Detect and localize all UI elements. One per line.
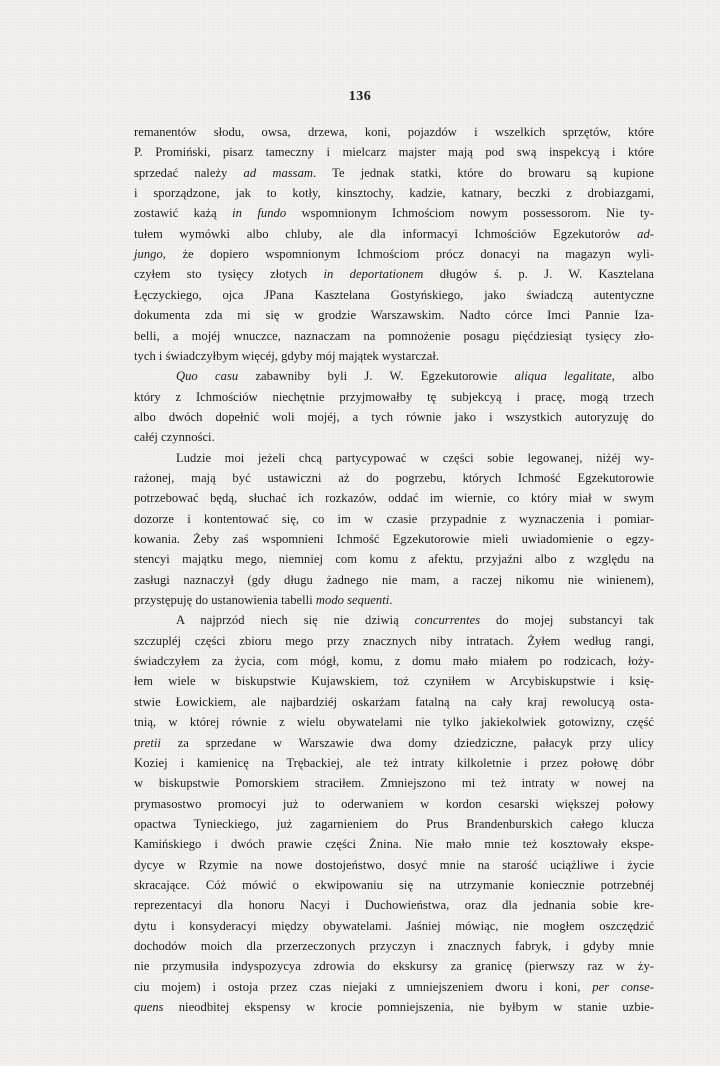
text-segment: szczupléj części zbioru mego przy znacznych niby intratach. Żyłem według rangi, [134, 633, 654, 648]
text-line [134, 960, 654, 973]
text-line [134, 594, 654, 607]
text-line [134, 391, 654, 404]
text-line [134, 268, 654, 281]
text-segment: nie przymusiła indyspozycya zdrowia do ekskursy za granicę (pierwszy raz w ży- [134, 959, 654, 974]
text-line [134, 431, 654, 444]
text-segment: za sprzedane w Warszawie dwa domy dziedziczne, pałacyk przy ulicy [160, 735, 654, 750]
italic-latin-phrase: Quo casu [176, 369, 239, 384]
italic-latin-phrase: in deportationem [323, 267, 424, 282]
text-segment: skracające. Cóż mówić o ekwipowaniu się na utrzymanie koniecznie potrzebnéj [134, 877, 654, 892]
text-line [134, 696, 654, 709]
text-segment: potrzebować będą, słuchać ich rozkazów, oddać im wiernie, co który miał w swym [134, 491, 654, 506]
italic-latin-phrase: pretii [134, 735, 161, 750]
text-line [176, 614, 654, 627]
text-line [134, 187, 654, 200]
text-segment: rażonej, mają być ustawiczni aż do pogrzebu, których Ichmość Egzekutorowie [134, 470, 654, 485]
text-line [134, 757, 654, 770]
text-line [134, 126, 654, 139]
text-segment: zasługi naznaczył (gdy długu żadnego nie mam, a raczej nikomu nie winienem), [134, 572, 654, 587]
text-segment: tnią, w której równie z wielu obywatelami nie tylko jakiekolwiek gotowizny, część [134, 715, 654, 730]
text-segment: który z Ichmościów niechętnie przyjmowałby tę subjekcyą i pracę, mogą trzech [134, 389, 654, 404]
text-line [134, 879, 654, 892]
text-segment: opactwa Tynieckiego, już zagarnieniem do Prus Brandenburskich całego klucza [134, 816, 654, 831]
text-line [134, 228, 654, 241]
text-line [134, 675, 654, 688]
text-line [134, 981, 654, 994]
text-line [134, 574, 654, 587]
text-line [134, 309, 654, 322]
text-line [134, 920, 654, 933]
text-segment: i sporządzone, jak to kotły, kinsztochy, kadzie, katnary, beczki z drobiazgami, [134, 186, 654, 201]
text-segment: długów ś. p. J. W. Kasztelana [423, 267, 654, 282]
text-segment: . [389, 593, 393, 608]
text-segment: albo dwóch dopełnić woli mojéj, a tych równie jako i wszystkich autoryzuję do [134, 409, 654, 424]
text-segment: Kamińskiego i dwóch prawie części Żnina. Nie mało mnie też kosztowały ekspe- [134, 837, 654, 852]
text-segment: zostawić każą [134, 206, 233, 221]
text-line [134, 411, 654, 424]
text-segment: Koziej i kamienicę na Trębackiej, ale też intraty kilkoletnie i przez połowę dóbr [134, 755, 654, 770]
italic-latin-phrase: ad massam [243, 165, 314, 180]
italic-latin-phrase: aliqua legalitate [514, 369, 612, 384]
text-line [134, 1001, 654, 1014]
text-segment: Łęczyckiego, ojca JPana Kasztelana Gostyńskiego, jako świadczą autentyczne [134, 287, 654, 302]
text-segment: dozorze i kontentować się, co im w czasie przypadnie z wyznaczenia i pomiar- [134, 511, 654, 526]
text-line [134, 716, 654, 729]
text-segment: przystępuję do ustanowienia tabelli [134, 593, 316, 608]
text-line [134, 248, 654, 261]
italic-latin-phrase: modo sequenti [315, 593, 390, 608]
text-line [134, 737, 654, 750]
text-line [134, 533, 654, 546]
text-line [134, 513, 654, 526]
text-segment: dytu i konsyderacyi między obywatelami. Jaśniej mówiąc, nie mogłem oszczędzić [134, 918, 654, 933]
text-line [134, 553, 654, 566]
text-line [134, 635, 654, 648]
text-segment: , że dopiero wspomnionym Ichmościom prócz donacyi na magazyn wyli- [162, 247, 654, 262]
text-segment: kowania. Żeby zaś wspomnieni Ichmość Egzekutorowie mieli uwiadomienie o egzy- [134, 532, 654, 546]
text-segment: remanentów słodu, owsa, drzewa, koni, pojazdów i wszelkich sprzętów, które [134, 125, 654, 139]
text-segment: dycye w Rzymie na nowe dostojeństwo, dosyć mnie na starość uciążliwe i życie [134, 857, 654, 872]
text-line [134, 472, 654, 485]
text-segment: dochodów moich dla przerzeczonych przyczyn i znacznych fabryk, i gdyby mnie [134, 939, 654, 953]
italic-latin-phrase: quens [134, 1000, 164, 1015]
text-line [176, 370, 654, 383]
text-segment: prymasostwo promocyi już to oderwaniem w kordon cesarski większej połowy [134, 796, 654, 811]
text-line [134, 330, 654, 343]
text-line [134, 350, 654, 363]
text-line [134, 940, 654, 953]
text-segment: całéj czynności. [134, 430, 215, 445]
italic-latin-phrase: concurrentes [414, 613, 481, 628]
text-line [134, 777, 654, 790]
text-line [134, 655, 654, 668]
italic-latin-phrase: per conse- [592, 979, 654, 994]
text-segment: tych i świadczyłbym więcéj, gdyby mój majątek wystarczał. [134, 348, 440, 363]
text-segment: wspomnionym Ichmościom nowym possessorom. Nie ty- [286, 206, 654, 221]
text-segment: A najprzód niech się nie dziwią [176, 613, 415, 628]
text-segment: reprezentacyi dla honoru Nacyi i Duchowieństwa, oraz dla jednania sobie kre- [134, 898, 654, 913]
italic-latin-phrase: ad- [637, 226, 654, 241]
text-line [134, 798, 654, 811]
text-segment: P. Promiński, pisarz tameczny i mielcarz majster mają pod swą inspekcyą i które [134, 145, 654, 160]
italic-latin-phrase: in fundo [232, 206, 287, 221]
text-segment: Ludzie moi jeżeli chcą partycypować w części sobie legowanej, niżéj wy- [176, 450, 654, 465]
text-line [134, 167, 654, 180]
text-line [176, 452, 654, 465]
text-line [134, 289, 654, 302]
text-line [134, 899, 654, 912]
page-number: 136 [348, 89, 372, 104]
text-segment: świadczyłem za życia, com mógł, komu, z domu mało miałem po rodzicach, łoży- [134, 654, 654, 669]
text-line [134, 207, 654, 220]
text-segment: do mojej substancyi tak [480, 613, 654, 628]
text-segment: . Te jednak statki, które do browaru są kupione [313, 165, 654, 180]
text-line [134, 146, 654, 159]
text-segment: ciu mojem) i ostoja przez czas niejaki z umniejszeniem dworu i koni, [134, 979, 593, 994]
text-segment: w biskupstwie Pomorskiem straciłem. Zmniejszono mi też intraty w nowej na [134, 776, 654, 791]
text-segment: belli, a mojéj wnuczce, naznaczam na pomnożenie posagu pięćdziesiąt tysięcy zło- [134, 328, 654, 343]
text-segment: zabawniby byli J. W. Egzekutorowie [238, 369, 515, 384]
text-line [134, 818, 654, 831]
text-segment: tułem wymówki albo chluby, ale dla informacyi Ichmościów Egzekutorów [134, 226, 638, 241]
text-segment: stencyi majątku mego, niemniej com komu z afektu, przyjaźni albo z względu na [134, 552, 654, 567]
text-line [134, 492, 654, 505]
text-segment: , albo [611, 369, 654, 384]
text-segment: nieodbitej ekspensy w krocie pomniejszenia, nie byłbym w stanie uzbie- [163, 1000, 654, 1015]
text-segment: sprzedać należy [134, 165, 244, 180]
text-line [134, 838, 654, 851]
text-segment: czyłem sto tysięcy złotych [134, 267, 324, 282]
text-segment: łem wiele w biskupstwie Kujawskiem, toż czyniłem w Arcybiskupstwie i księ- [134, 674, 654, 689]
italic-latin-phrase: jungo [134, 247, 163, 262]
text-segment: stwie Łowickiem, ale najbardziéj oskarżam fatalną na cały kraj rewolucyą osta- [134, 694, 654, 709]
text-line [134, 859, 654, 872]
text-segment: dokumenta zda mi się w grodzie Warszawskim. Nadto córce Imci Pannie Iza- [134, 308, 654, 323]
